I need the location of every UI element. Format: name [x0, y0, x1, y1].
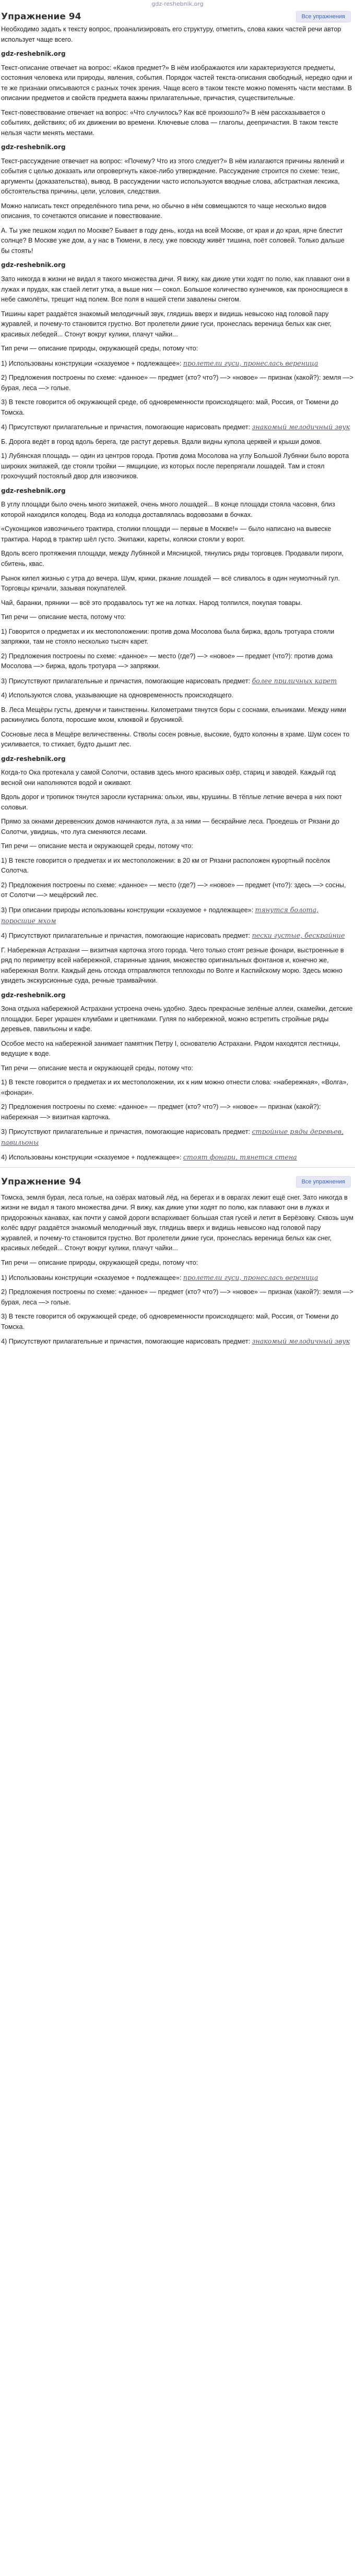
analysis-a-item2: 2) Предложения построены по схеме: «данное» — предмет (кто? что?) —> «новое» — признак (какой?): земля —> бурая, леса —> голые.: [1, 374, 353, 392]
analysis-d-item1: 1) В тексте говорится о предметах и их местоположении, их к ним можно отнести слова: «набережная», «Волга», «фонари».: [1, 1079, 349, 1096]
watermark: gdz-reshebnik.org: [1, 755, 66, 763]
exercise-header: [0, 8, 355, 25]
analysis-a-type: Тип речи — описание природы, окружающей среды, потому что:: [1, 345, 198, 353]
site-link[interactable]: gdz-reshebnik.org: [151, 1, 204, 7]
intro-p1: Необходимо задать к тексту вопрос, проанализировать его структуру, отметить, слова каких частей речи автор использует чаще всего.: [1, 26, 341, 43]
final-type: Тип речи — описание природы, окружающей среды, потому что:: [1, 1259, 198, 1266]
analysis-a-item3: 3) В тексте говорится об окружающей среде, об одновременности происходящего: май, Россия, от Тюмени до Томска.: [1, 398, 339, 416]
analysis-b-item3: 3) Присутствуют прилагательные и причастия, помогающие нарисовать предмет: более приличных карет: [1, 676, 337, 685]
analysis-b-item2: 2) Предложения построены по схеме: «данное» — место (где?) —> «новое» — предмет (что?): против дома Мосолова —> биржа, вдоль тротуара —> запряжки.: [1, 652, 333, 670]
text-b-p5: Вдоль всего протяжения площади, между Лубянкой и Мясницкой, тянулись ряды торговцев. Продавали пироги, сбитень, квас.: [1, 550, 344, 567]
exercise-title: Упражнение 94: [1, 11, 81, 22]
text-d-p1: Г. Набережная Астрахани — визитная карточка этого города. Чего только стоят резные фонари, выстроенные в ряд по периметру всей набережной, старинные здания, множество оригинальных фонтанов и, конечно же, набережная Волги. Каждый день отсюда отправляются теплоходы по Волге и Каспийскому морю. Здесь можно увидеть экскурсионные суда, речные трамвайчики.: [1, 946, 344, 985]
text-d-p2: Зона отдыха набережной Астрахани устроена очень удобно. Здесь прекрасные зелёные аллеи, скамейки, детские площадки. Берег украшен клумбами и цветниками. Гуляя по набережной, можно встретить стройные ряды деревьев, павильоны и кафе.: [1, 1005, 353, 1033]
analysis-c-item1: 1) В тексте говорится о предметах и их местоположении: в 20 км от Рязани расположен курортный посёлок Солотча.: [1, 856, 330, 875]
handwritten-note: стройные ряды деревьев, павильоны: [1, 1128, 344, 1146]
analysis-c-item4: 4) Присутствуют прилагательные и причастия, помогающие нарисовать предмет: пески густые, бескрайние: [1, 932, 345, 940]
handwritten-note: тянутся болота, поросшие мхом: [1, 906, 319, 925]
text-b-p1: Б. Дорога ведёт в город вдоль берега, где растут деревья. Вдали видны купола церквей и крыши домов.: [1, 438, 322, 445]
intro-p3: Текст-повествование отвечает на вопрос: «Что случилось? Как всё произошло?» В нём рассказывается о событиях, действиях; об их движении во времени. Ключевые слова — глаголы, деепричастия. В таком тексте нельзя части менять местами.: [1, 108, 338, 137]
analysis-c-item3: 3) При описании природы использованы конструкции «сказуемое + подлежащее»: тянутся болота, поросшие мхом: [1, 906, 319, 925]
exercise-title-2: Упражнение 94: [1, 1176, 81, 1187]
handwritten-note: знакомый мелодичный звук: [252, 1337, 350, 1346]
watermark: gdz-reshebnik.org: [1, 143, 66, 151]
all-exercises-button-2[interactable]: Все упражнения: [296, 1176, 351, 1188]
final-item4: 4) Присутствуют прилагательные и причастия, помогающие нарисовать предмет: знакомый мелодичный звук: [1, 1337, 350, 1346]
analysis-a-item1: 1) Использованы конструкции «сказуемое + подлежащее»: пролетели гуси, пронеслась вереница: [1, 359, 318, 367]
handwritten-note: пролетели гуси, пронеслась вереница: [183, 359, 318, 367]
text-c-p5: Прямо за окнами деревенских домов начинаются луга, а за ними — бескрайние леса. Проедешь от Рязани до Солотчи, увидишь, что луга сменяются лесами.: [1, 818, 339, 836]
final-item2: 2) Предложения построены по схеме: «данное» — предмет (кто? что?) —> «новое» — признак (какой?): земля —> бурая, леса —> голые.: [1, 1288, 353, 1306]
exercise-header-2: [0, 1173, 355, 1190]
analysis-a-item4: 4) Присутствуют прилагательные и причастия, помогающие нарисовать предмет: знакомый мелодичный звук: [1, 423, 350, 431]
handwritten-note: пролетели гуси, пронеслась вереница: [183, 1273, 318, 1281]
analysis-d-item2: 2) Предложения построены по схеме: «данное» — предмет (кто? что?) —> «новое» — признак (какой?): набережная —> визитная карточка.: [1, 1103, 321, 1121]
text-b-p4: «Суконщиков извозчичьего трактира, столики площади — первые в Москве!» — было написано на вывеске трактира. Народ в трактир шёл густо. Экипажи, кареты, коляски стояли у ворот.: [1, 525, 332, 543]
analysis-b-type: Тип речи — описание места, потому что:: [1, 613, 126, 621]
all-exercises-button[interactable]: Все упражнения: [296, 11, 351, 22]
text-c-p4: Вдоль дорог и тропинок тянутся заросли кустарника: ольхи, ивы, крушины. В тёплые летние вечера в них поют соловьи.: [1, 793, 342, 811]
intro-p2: Текст-описание отвечает на вопрос: «Каков предмет?» В нём изображаются или характеризуются предметы, состояния человека или природы, явления, события. Порядок частей текста-описания свободный, нередко одни и те же признаки описываются с разных точек зрения. Чаще всего в таком тексте можно поменять части местами. В описании предметов и свойств предмета важны прилагательные, причастия, существительные.: [1, 64, 352, 102]
text-c-p3: Когда-то Ока протекала у самой Солотчи, оставив здесь много красивых озёр, стариц и заводей. Каждый год весной они наполняются водой и оживают.: [1, 769, 336, 787]
analysis-c-item2: 2) Предложения построены по схеме: «данное» — место (где?) —> «новое» — предмет (что?): здесь —> сосны, от Солотчи —> мещёрский лес.: [1, 881, 346, 899]
text-a-p2: Зато никогда в жизни не видал я такого множества дичи. Я вижу, как дикие утки ходят по полю, как плавают они в лужах и прудах, как стаей летит утка, а выше них — сокол. Большое количество кузнечиков, как проносящиеся в небе самолёты, трещит над полем. Все поля в нашей степи завалены снегом.: [1, 275, 350, 304]
final-item3: 3) В тексте говорится об окружающей среде, об одновременности происходящего: май, Россия, от Тюмени до Томска.: [1, 1313, 339, 1331]
final-item1: 1) Использованы конструкции «сказуемое + подлежащее»: пролетели гуси, пронеслась вереница: [1, 1273, 318, 1281]
analysis-c-type: Тип речи — описание места и окружающей среды, потому что:: [1, 842, 193, 850]
handwritten-note: стоят фонари, тянется стена: [183, 1153, 297, 1162]
analysis-d-type: Тип речи — описание места и окружающей среды, потому что:: [1, 1064, 193, 1072]
site-header: [0, 0, 355, 8]
watermark: gdz-reshebnik.org: [1, 991, 66, 999]
analysis-d-item3: 3) Присутствуют прилагательные и причастия, помогающие нарисовать предмет: стройные ряды деревьев, павильоны: [1, 1128, 344, 1146]
handwritten-note: пески густые, бескрайние: [252, 932, 345, 940]
watermark: gdz-reshebnik.org: [1, 487, 66, 494]
analysis-b-item1: 1) Говорится о предметах и их местоположении: против дома Мосолова была биржа, вдоль тротуара стояли запряжки, там не стояло несколько тысяч карет.: [1, 627, 335, 646]
text-b-p3: В углу площади было очень много экипажей, очень много лошадей... В конце площади стояла часовня, близ которой находился колодец. Вода из колодца доставлялась водовозами в бочках.: [1, 501, 335, 518]
text-a-p3: Тишины карет раздаётся знакомый мелодичный звук, глядишь вверх и видишь невысоко над головой пару журавлей, и почему-то становится грустно. Вот пролетели дикие гуси, пронеслась вереница белых как снег, красивых лебедей... Стонут вокруг кулики, плачут чайки...: [1, 310, 332, 338]
text-b-p7: Чай, баранки, пряники — всё это продавалось тут же на лотках. Народ толпился, покупая товары.: [1, 599, 302, 607]
exercise-content: [0, 25, 355, 1163]
text-b-p6: Рынок кипел жизнью с утра до вечера. Шум, крики, ржание лошадей — всё сливалось в один неумолчный гул. Торговцы кричали, зазывая покупателей.: [1, 574, 340, 592]
text-b-p2: 1) Лубянская площадь — один из центров города. Против дома Мосолова на углу Большой Лубянки было ворота широких экипажей, где стояли тройки — ямщицкие, из которых после перепрягали лошадей. Там и стоял грохочущий постоялый двор для извозчиков.: [1, 452, 349, 480]
final-text-p1: Томска, земля бурая, леса голые, на озёрах матовый лёд, на берегах и в оврагах лежит ещё снег. Зато никогда в жизни не видал я такого множества дичи. Я вижу, как дикие утки ходят по полю, как плавают они в лужах и придорожных канавах, как почти у самой дороги вспархивает большая стая гусей и летит в Берёзовку. Сквозь шум колёс вдруг раздаётся знакомый мелодичный звук, глядишь вверх и видишь невысоко над головой пару журавлей, и почему-то становится грустно. Вот пролетели дикие гуси, пронеслась вереница белых как снег, красивых лебедей... Стонут вокруг кулики, плачут чайки...: [1, 1193, 354, 1252]
handwritten-note: более приличных карет: [252, 676, 337, 685]
handwritten-note: знакомый мелодичный звук: [252, 423, 350, 431]
watermark: gdz-reshebnik.org: [1, 261, 66, 269]
intro-p4: Текст-рассуждение отвечает на вопрос: «Почему? Что из этого следует?» В нём излагаются причины явлений и события с целью доказать или опровергнуть какое-либо утверждение. Рассуждение строится по схеме: тезис, аргументы (доказательства), вывод. В рассуждении часто используются вводные слова, абстрактная лексика, обстоятельства причины, цели, условия, следствия.: [1, 157, 345, 196]
text-c-p1: В. Леса Мещёры густы, дремучи и таинственны. Километрами тянутся боры с соснами, ельниками. Между ними раскинулись болота, поросшие мхом, клюквой и брусникой.: [1, 706, 346, 724]
text-d-p3: Особое место на набережной занимает памятник Петру I, основателю Астрахани. Рядом находятся лестницы, ведущие к воде.: [1, 1039, 340, 1058]
section-divider: [0, 1167, 355, 1168]
analysis-d-item4: 4) Использованы конструкции «сказуемое + подлежащее»: стоят фонари, тянется стена: [1, 1153, 297, 1162]
intro-p5: Можно написать текст определённого типа речи, но обычно в нём совмещаются то чаще несколько видов описания, то сочетаются описание и повествование.: [1, 202, 327, 220]
text-c-p2: Сосновые леса в Мещёре величественны. Стволы сосен ровные, высокие, будто колонны в храме. Шум сосен то усиливается, то стихает, будто дышит лес.: [1, 730, 350, 748]
analysis-b-item4: 4) Используются слова, указывающие на одновременность происходящего.: [1, 692, 233, 699]
text-a-p1: А. Ты уже пешком ходил по Москве? Бывает в году день, когда на всей Москве, от края и до края, ярче блестит солнце? В Москве уже дом, а у нас в Тюмени, в лесу, уже повсюду живёт тишина, поёт соловей. Только дальше бы стоять!: [1, 226, 345, 255]
exercise-content-2: [0, 1193, 355, 1347]
watermark: gdz-reshebnik.org: [1, 50, 66, 58]
